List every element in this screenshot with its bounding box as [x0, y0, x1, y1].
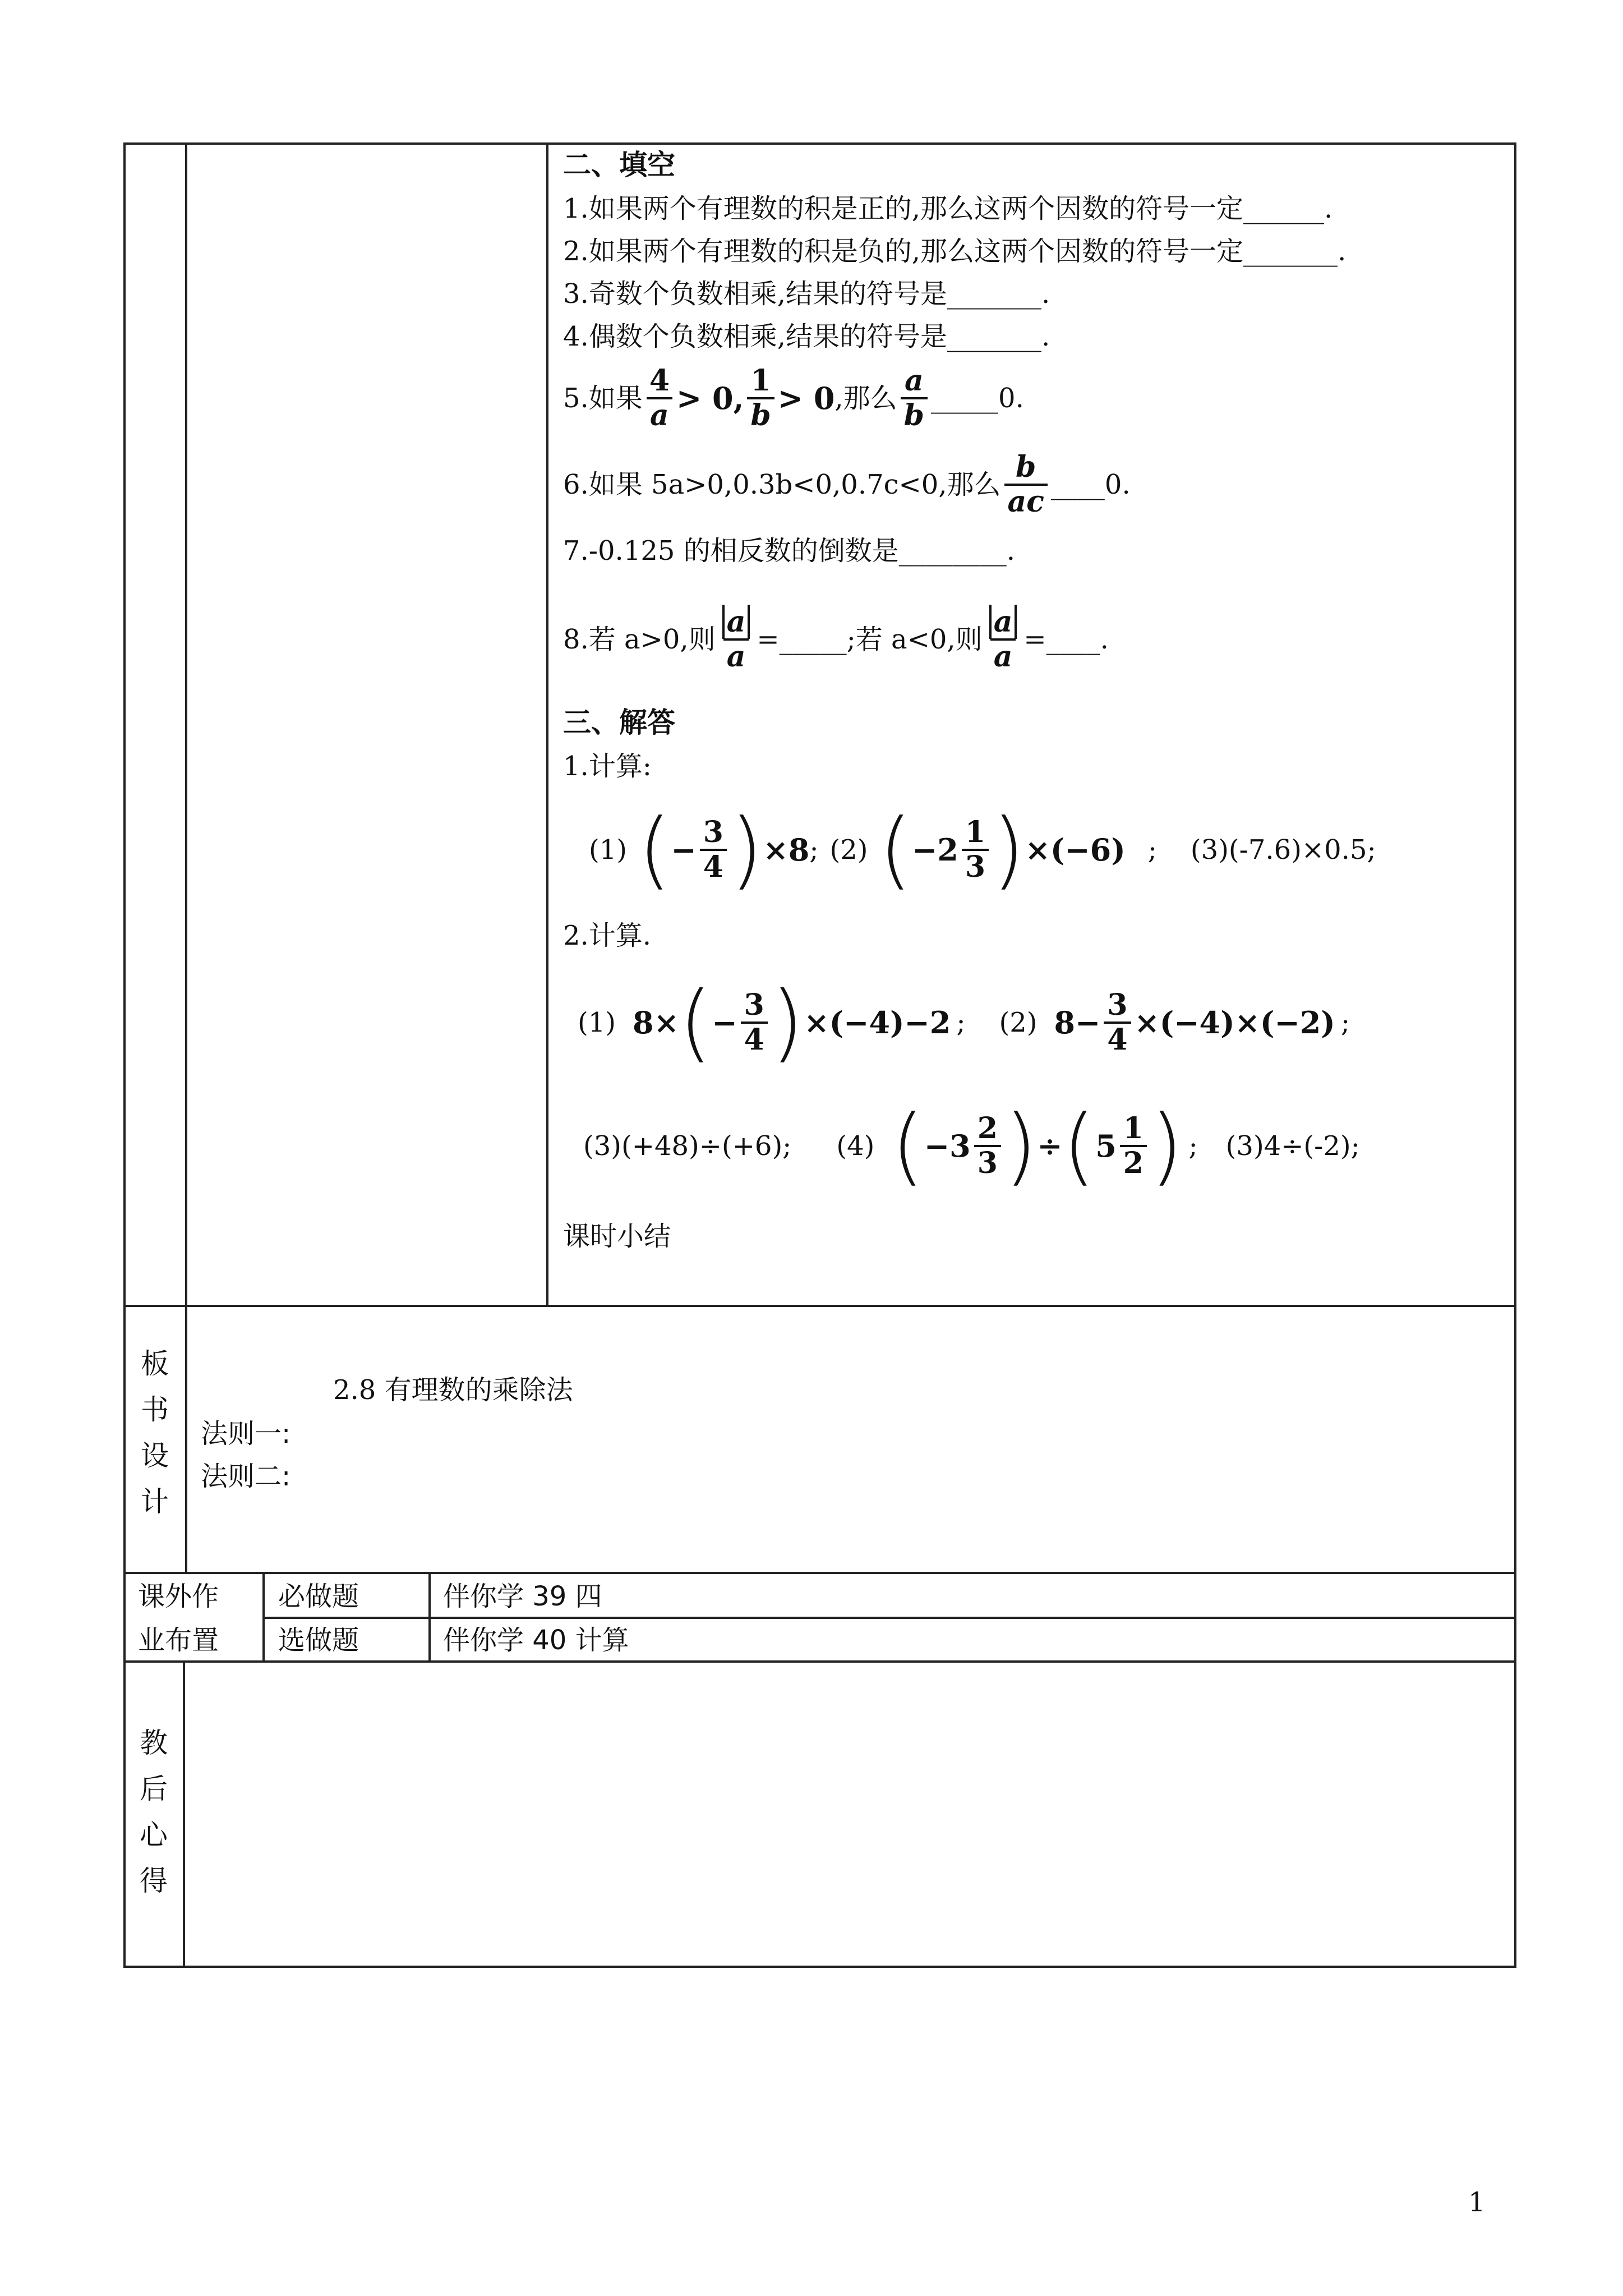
question-6 [563, 445, 1131, 524]
lesson-summary: 课时小结 [563, 1221, 671, 1252]
reflection-label-text: 教后心得 [140, 1727, 168, 1897]
calc-1-heading: 1.计算: [563, 751, 652, 782]
question-4: 4.偶数个负数相乘,结果的符号是_______. [563, 321, 1050, 352]
fraction-abs-a-over-a: $\frac{a}{a}$ [719, 606, 754, 673]
calc-2-problems-row1: (1) 8× ( − $\frac{3}{4}$ ) ×(−4)−2 ; (2) 8− $\frac{3}{4}$ ×(−4)×(−2) ; [578, 974, 1350, 1071]
question-8-mid: =_____;若 a<0,则 [757, 624, 983, 655]
fraction-1-over-3: $\frac{1}{3}$ [962, 816, 989, 884]
question-2: 2.如果两个有理数的积是负的,那么这两个因数的符号一定_______. [563, 236, 1347, 267]
homework-label-line2: 业布置 [138, 1625, 219, 1656]
question-6-suffix: ____0. [1050, 469, 1131, 500]
math-gt-0: > 0, [676, 380, 744, 416]
optional-label: 选做题 [278, 1625, 359, 1656]
fraction-3-over-4: $\frac{3}{4}$ [700, 816, 727, 884]
fraction-1-over-b: $\frac{1}{b}$ [747, 365, 774, 432]
question-8 [563, 595, 1109, 684]
fraction-3-over-4: $\frac{3}{4}$ [1104, 989, 1131, 1056]
problem-2-3: (3)(+48)÷(+6); [583, 1130, 792, 1162]
calc-2-problems-row2: (3)(+48)÷(+6); (4) ( −3 $\frac{2}{3}$ ) ÷ ( 5 $\frac{1}{2}$ ) ; (3)4÷(-2); [583, 1097, 1360, 1195]
question-5 [563, 359, 1024, 438]
section-title-answer: 三、解答 [563, 706, 675, 739]
board-design-label-text: 板书设计 [141, 1347, 169, 1518]
required-value: 伴你学 39 四 [443, 1581, 602, 1612]
board-design-label [138, 1341, 172, 1525]
question-7: 7.-0.125 的相反数的倒数是________. [563, 535, 1015, 567]
question-5-mid: ,那么 [834, 383, 897, 414]
question-8-suffix: =____. [1023, 624, 1109, 655]
page-number: 1 [1468, 2187, 1486, 2218]
homework-label-line1: 课外作 [138, 1581, 219, 1612]
problem-2-5: (3)4÷(-2); [1225, 1130, 1360, 1162]
question-6-prefix: 6.如果 5a>0,0.3b<0,0.7c<0,那么 [563, 469, 1001, 500]
fraction-1-over-2: $\frac{1}{2}$ [1120, 1112, 1147, 1180]
rule-one: 法则一: [201, 1418, 291, 1450]
fraction-abs-a-over-a: $\frac{a}{a}$ [986, 606, 1021, 673]
problem-2-1-label: (1) [578, 1007, 616, 1038]
problem-2-label: (2) [829, 834, 868, 866]
question-5-prefix: 5.如果 [563, 383, 643, 414]
question-8-prefix: 8.若 a>0,则 [563, 624, 716, 655]
math-gt-0: > 0 [777, 380, 835, 416]
fraction-4-over-a: $\frac{4}{a}$ [646, 365, 673, 432]
fraction-a-over-b: $\frac{a}{b}$ [901, 365, 928, 432]
optional-value: 伴你学 40 计算 [443, 1625, 629, 1656]
calc-1-problems: (1) ( − $\frac{3}{4}$ ) ×8 ; (2) ( −2 $\frac{1}{3}$ ) ×(−6) ; (3)(-7.6)×0.5; [589, 801, 1376, 899]
fraction-3-over-4: $\frac{3}{4}$ [741, 989, 768, 1056]
question-3: 3.奇数个负数相乘,结果的符号是_______. [563, 278, 1050, 310]
problem-2-2-label: (2) [999, 1007, 1038, 1038]
problem-1-label: (1) [589, 834, 627, 866]
fraction-2-over-3: $\frac{2}{3}$ [974, 1112, 1001, 1180]
section-title-fill-blank: 二、填空 [563, 149, 675, 181]
problem-3: (3)(-7.6)×0.5; [1190, 834, 1376, 866]
reflection-label [137, 1720, 170, 1904]
calc-2-heading: 2.计算. [563, 920, 652, 951]
problem-2-4-label: (4) [836, 1130, 875, 1162]
question-5-suffix: _____0. [931, 383, 1024, 414]
fraction-b-over-ac: $\frac{b}{ac}$ [1004, 451, 1048, 518]
required-label: 必做题 [278, 1581, 359, 1612]
rule-two: 法则二: [201, 1461, 291, 1492]
board-title: 2.8 有理数的乘除法 [333, 1374, 573, 1406]
question-1: 1.如果两个有理数的积是正的,那么这两个因数的符号一定______. [563, 193, 1333, 224]
